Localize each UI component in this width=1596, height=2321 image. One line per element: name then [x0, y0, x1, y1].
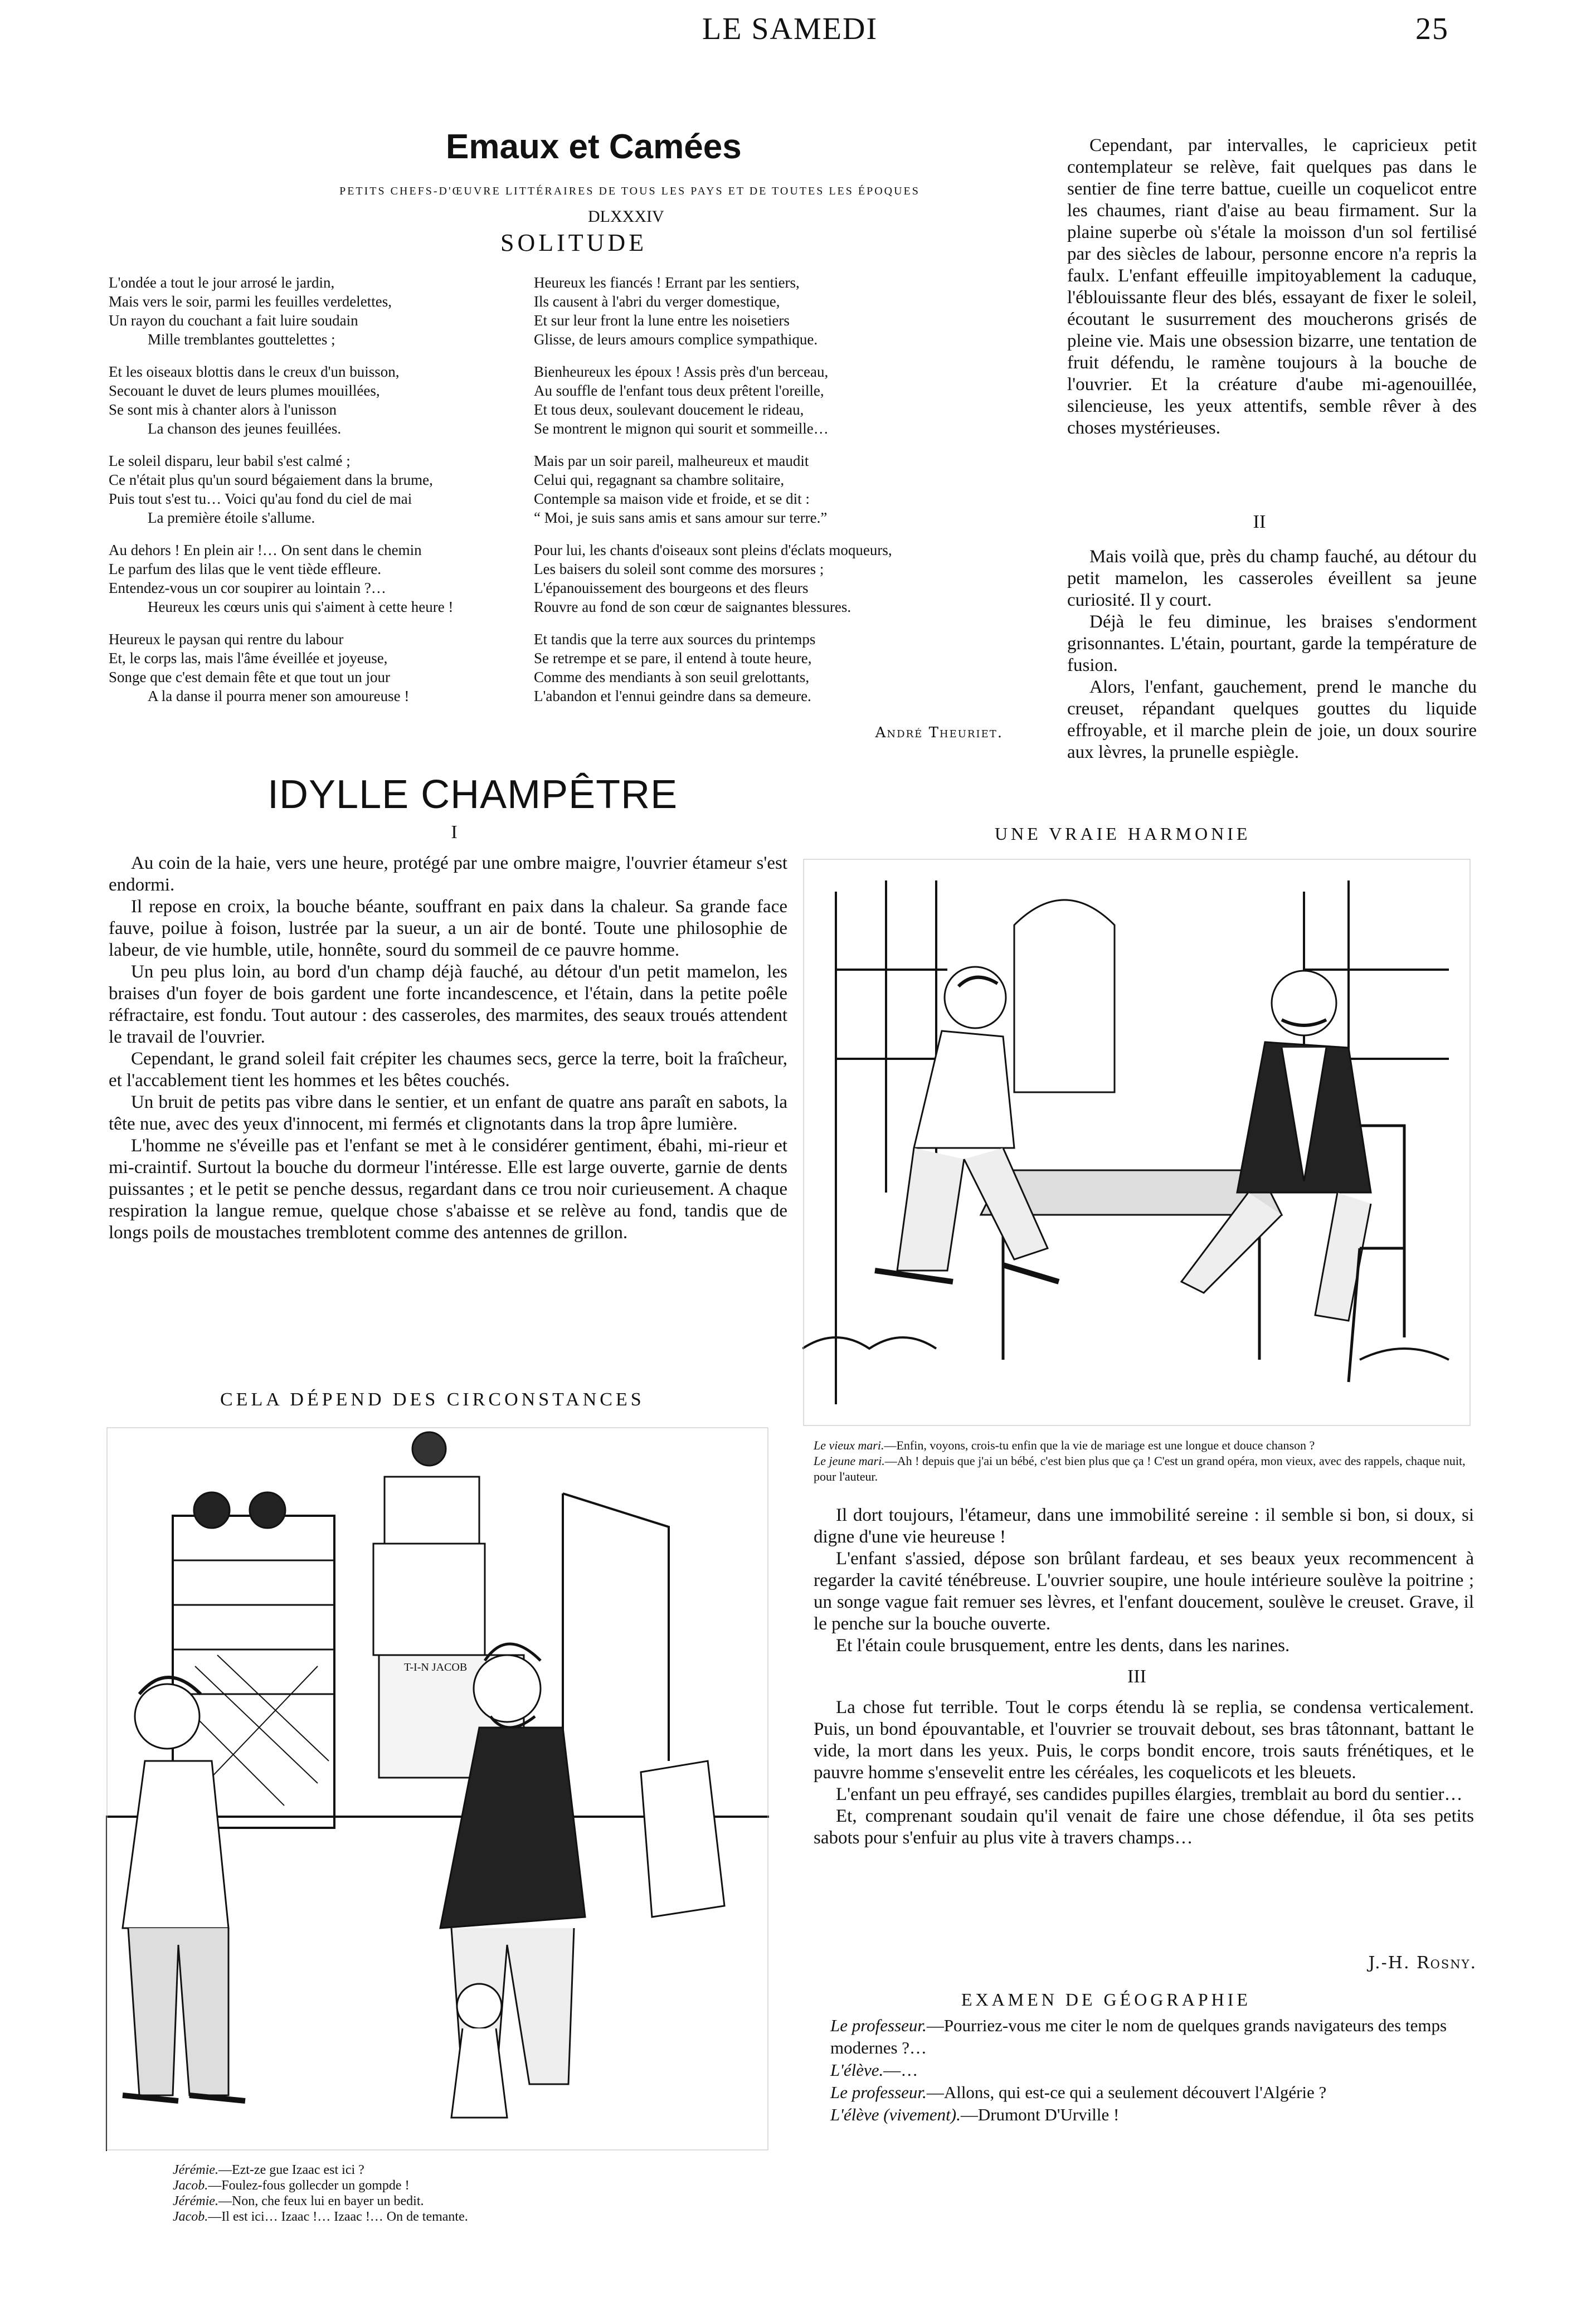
poem-line: Secouant le duvet de leurs plumes mouillées, — [109, 382, 380, 399]
poem-line: Au dehors ! En plein air !… On sent dans le chemin — [109, 542, 422, 558]
speech: —Drumont D'Urville ! — [960, 2105, 1120, 2124]
poem-stanza — [109, 362, 521, 438]
paragraph: Il dort toujours, l'étameur, dans une immobilité sereine : il semble si bon, si doux, si digne d'une vie heureuse ! — [814, 1505, 1474, 1547]
part1-numeral: I — [451, 822, 458, 843]
emaux-title: Emaux et Camées — [446, 128, 742, 166]
emaux-number: DLXXXIV — [588, 207, 664, 226]
poem-line: Mille tremblantes gouttelettes ; — [148, 331, 335, 348]
poem-line: Le soleil disparu, leur babil s'est calmé ; — [109, 452, 351, 469]
poem-stanza — [109, 541, 521, 616]
poem-line: Entendez-vous un cor soupirer au lointain ?… — [109, 580, 386, 596]
poem-line: “ Moi, je suis sans amis et sans amour sur terre.” — [534, 509, 828, 526]
poem-line: La chanson des jeunes feuillées. — [148, 420, 342, 437]
speech: —… — [883, 2060, 918, 2080]
poem-line: Mais vers le soir, parmi les feuilles verdelettes, — [109, 293, 392, 310]
poem-line: Comme des mendiants à son seuil grelottants, — [534, 669, 810, 685]
poem-line: Rouvre au fond de son cœur de saignantes blessures. — [534, 599, 851, 615]
poem-line: Et, le corps las, mais l'âme éveillée et joyeuse, — [109, 650, 388, 666]
poem-line: Et sur leur front la lune entre les noisetiers — [534, 312, 790, 329]
paragraph: Il repose en croix, la bouche béante, souffrant en paix dans la chaleur. Sa grande face fauve, poilue à foison, lustrée par la sueur, a un air de bonté. Toute une philosophie de labeur, de vie humble, utile, honnête, sourd du sommeil de ce pauvre homme. — [109, 897, 787, 960]
harmonie-title: UNE VRAIE HARMONIE — [995, 824, 1251, 844]
poem-line: Bienheureux les époux ! Assis près d'un berceau, — [534, 363, 829, 380]
poem-line: Songe que c'est demain fête et que tout un jour — [109, 669, 390, 685]
speech: —Il est ici… Izaac !… Izaac !… On de temante. — [208, 2210, 468, 2224]
poem-line: Se sont mis à chanter alors à l'unisson — [109, 401, 337, 418]
poem-line: Au souffle de l'enfant tous deux prêtent l'oreille, — [534, 382, 824, 399]
poem-stanza — [534, 541, 1008, 616]
poem-line: Ils causent à l'abri du verger domestique, — [534, 293, 780, 310]
poem-stanza — [109, 630, 521, 705]
paragraph: Un bruit de petits pas vibre dans le sentier, et un enfant de quatre ans paraît en sabots, la tête nue, avec des yeux d'innocent, mi fermés et clignotants dans la trop âpre lumière. — [109, 1092, 787, 1134]
poem-line: L'ondée a tout le jour arrosé le jardin, — [109, 274, 335, 291]
page-number: 25 — [1415, 12, 1449, 46]
speaker: Jacob. — [173, 2210, 208, 2224]
paragraph: L'enfant s'assied, dépose son brûlant fardeau, et ses beaux yeux recommencent à regarder la cavité ténébreuse. L'ouvrier soupire, une houle intérieure soulève la poitrine ; un songe vague fait remuer ses lèvres, et l'enfant doucement, soulève le creuset. Grave, il le penche sur la bouche ouverte. — [814, 1549, 1474, 1634]
speaker: Le jeune mari. — [814, 1454, 885, 1468]
paragraph: Un peu plus loin, au bord d'un champ déjà fauché, au détour d'un petit mamelon, les braises d'un foyer de bois gardent une forte incandescence, et l'étain, dans la petite poêle réfractaire, est fondu. Tout autour : des casseroles, des marmites, des seaux troués attendent le travail de l'ouvrier. — [109, 962, 787, 1047]
paragraph: Et, comprenant soudain qu'il venait de faire une chose défendue, il ôta ses petits sabots pour s'enfuir au plus vite à travers champs… — [814, 1806, 1474, 1848]
idylle-col3-paragraph: Cependant, par intervalles, le capricieux petit contemplateur se relève, fait quelques pas dans le sentier de fine terre battue, cueille un coquelicot entre les chaumes, riant d'aise au beau firmament. Sur la plaine superbe où s'étale la moisson d'un sol fertilisé par des siècles de labour, personne encore n'a repris la faulx. L'enfant effeuille impitoyablement la caduque, l'éblouissante fleur des blés, essayant de fixer le soleil, écoutant le susurrement des moucherons grisés de pleine vie. Mais une obsession bizarre, une tentation de fruit défendu, le ramène toujours à la bouche de l'ouvrier. Et la créature d'aube mi-agenouillée, silencieuse, les yeux attentifs, semble rêver à des choses mystérieuses. — [1067, 135, 1477, 438]
poem-line: A la danse il pourra mener son amoureuse ! — [148, 688, 410, 704]
poem-line: Heureux le paysan qui rentre du labour — [109, 631, 344, 648]
speaker: Jérémie. — [173, 2163, 218, 2177]
circonstances-caption-line — [173, 2162, 708, 2178]
poem-line: Se montrent le mignon qui sourit et sommeille… — [534, 420, 829, 437]
paragraph: Mais voilà que, près du champ fauché, au détour du petit mamelon, les casseroles éveillent sa jeune curiosité. Il y court. — [1067, 547, 1477, 610]
speaker: L'élève (vivement). — [830, 2105, 961, 2124]
poem-line: Glisse, de leurs amours complice sympathique. — [534, 331, 818, 348]
speaker: Le professeur. — [830, 2082, 927, 2102]
paragraph: L'enfant un peu effrayé, ses candides pupilles élargies, tremblait au bord du sentier… — [836, 1784, 1463, 1804]
poem-stanza — [109, 451, 521, 527]
poem-line: Les baisers du soleil sont comme des morsures ; — [534, 561, 824, 577]
poem-line: Pour lui, les chants d'oiseaux sont pleins d'éclats moqueurs, — [534, 542, 892, 558]
poem-stanza — [534, 451, 1008, 527]
harmonie-illustration — [802, 858, 1471, 1427]
poem-line: Puis tout s'est tu… Voici qu'au fond du ciel de mai — [109, 490, 412, 507]
poem-line: Ce n'était plus qu'un sourd bégaiement dans la brume, — [109, 471, 433, 488]
examen-line — [830, 2059, 1474, 2081]
speech: —Ezt-ze gue Izaac est ici ? — [218, 2163, 364, 2177]
speech: —Allons, qui est-ce qui a seulement découvert l'Algérie ? — [926, 2082, 1327, 2102]
circonstances-caption-line — [173, 2209, 708, 2225]
part3-numeral: III — [1127, 1666, 1146, 1687]
emaux-subtitle: PETITS CHEFS-D'ŒUVRE LITTÉRAIRES DE TOUS LES PAYS ET DE TOUTES LES ÉPOQUES — [339, 185, 920, 197]
circonstances-caption-line — [173, 2178, 708, 2193]
poem-line: Mais par un soir pareil, malheureux et maudit — [534, 452, 809, 469]
speaker: Le professeur. — [830, 2016, 927, 2035]
poem-line: Celui qui, regagnant sa chambre solitaire, — [534, 471, 785, 488]
poem-line: Heureux les cœurs unis qui s'aiment à cette heure ! — [148, 599, 454, 615]
harmonie-caption-line — [814, 1453, 1474, 1485]
idylle-part2 — [1067, 546, 1477, 763]
harmonie-caption-line — [814, 1438, 1474, 1453]
paragraph: La chose fut terrible. Tout le corps étendu là se replia, se condensa verticalement. Puis, un bond épouvantable, et l'ouvrier se trouvait debout, ses bras tâtonnant, battant le vide, la mort dans les yeux. Puis, le corps bondit encore, trois sauts frénétiques, et le pauvre homme s'ensevelit entre les céréales, les coquelicots et les bleuets. — [814, 1697, 1474, 1783]
poem-line: Contemple sa maison vide et froide, et se dit : — [534, 490, 810, 507]
idylle-signature: J.-H. Rosny. — [1368, 1953, 1477, 1973]
paragraph: Et l'étain coule brusquement, entre les dents, dans les narines. — [836, 1636, 1290, 1656]
poem-line: Et les oiseaux blottis dans le creux d'un buisson, — [109, 363, 400, 380]
paragraph: Déjà le feu diminue, les braises s'endorment grisonnantes. L'étain, pourtant, garde la température de fusion. — [1067, 612, 1477, 675]
examen-title: EXAMEN DE GÉOGRAPHIE — [961, 1989, 1251, 2009]
examen-line — [830, 2015, 1474, 2059]
examen-line — [830, 2081, 1474, 2104]
idylle-part2-continued — [814, 1505, 1474, 1657]
speech: —Non, che feux lui en bayer un bedit. — [218, 2194, 424, 2208]
speech: —Enfin, voyons, crois-tu enfin que la vie de mariage est une longue et douce chanson ? — [884, 1438, 1315, 1452]
poem-line: L'épanouissement des bourgeons et des fleurs — [534, 580, 809, 596]
poem-column-left — [109, 273, 521, 719]
poem-line: Heureux les fiancés ! Errant par les sentiers, — [534, 274, 800, 291]
poem-line: Et tandis que la terre aux sources du printemps — [534, 631, 816, 648]
harmonie-caption — [814, 1438, 1474, 1485]
idylle-title: IDYLLE CHAMPÊTRE — [267, 772, 678, 817]
poem-title: SOLITUDE — [500, 229, 648, 256]
emaux-signature: André Theuriet. — [875, 724, 1003, 741]
shop-sign: T-I-N JACOB — [404, 1661, 468, 1673]
poem-line: La première étoile s'allume. — [148, 509, 315, 526]
paragraph: Au coin de la haie, vers une heure, protégé par une ombre maigre, l'ouvrier étameur s'est endormi. — [109, 853, 787, 895]
poem-stanza — [534, 273, 1008, 349]
speaker: Jacob. — [173, 2178, 208, 2193]
poem-line: Un rayon du couchant a fait luire soudain — [109, 312, 358, 329]
poem-stanza — [534, 362, 1008, 438]
poem-stanza — [109, 273, 521, 349]
speaker: Le vieux mari. — [814, 1438, 884, 1452]
speech: —Pourriez-vous me citer le nom de quelques grands navigateurs des temps modernes ?… — [830, 2016, 1447, 2057]
poem-line: Se retrempe et se pare, il entend à toute heure, — [534, 650, 812, 666]
poem-line: Et tous deux, soulevant doucement le rideau, — [534, 401, 804, 418]
speech: —Ah ! depuis que j'ai un bébé, c'est bien plus que ça ! C'est un grand opéra, mon vieux, avec des rappels, chaque nuit, pour l'auteur. — [814, 1454, 1466, 1483]
circonstances-illustration — [106, 1427, 769, 2151]
poem-line: L'abandon et l'ennui geindre dans sa demeure. — [534, 688, 811, 704]
speech: —Foulez-fous gollecder un gompde ! — [208, 2178, 410, 2193]
idylle-col3-top — [1067, 135, 1477, 439]
poem-line: Le parfum des lilas que le vent tiède effleure. — [109, 561, 382, 577]
circonstances-caption-line — [173, 2193, 708, 2209]
examen-line — [830, 2104, 1474, 2126]
idylle-part1 — [109, 853, 787, 1244]
speaker: Jérémie. — [173, 2194, 218, 2208]
poem-stanza — [534, 630, 1008, 705]
paragraph: Alors, l'enfant, gauchement, prend le manche du creuset, répandant quelques gouttes du liquide effroyable, et il marche plein de joie, un doux sourire aux lèvres, la prunelle espiègle. — [1067, 677, 1477, 762]
paragraph: L'homme ne s'éveille pas et l'enfant se met à le considérer gentiment, ébahi, mi-rieur et mi-craintif. Surtout la bouche du dormeur l'intéresse. Elle est large ouverte, garnie de dents puissantes ; et le petit se penche dessus, regardant dans ce trou noir curieusement. A chaque respiration la langue remue, quelque chose s'abaisse et se relève au fond, tandis que de longs poils de moustaches tremblotent comme des antennes de grillon. — [109, 1136, 787, 1243]
circonstances-caption — [173, 2162, 708, 2225]
part2-numeral: II — [1253, 512, 1266, 532]
circonstances-title: CELA DÉPEND DES CIRCONSTANCES — [220, 1389, 645, 1410]
idylle-part3 — [814, 1697, 1474, 1849]
poem-column-right — [534, 273, 1008, 719]
running-header: LE SAMEDI — [702, 12, 878, 46]
paragraph: Cependant, le grand soleil fait crépiter les chaumes secs, gerce la terre, boit la fraîcheur, et l'accablement tient les hommes et les bêtes couchés. — [109, 1049, 787, 1091]
speaker: L'élève. — [830, 2060, 884, 2080]
examen-dialogue — [830, 2015, 1474, 2126]
